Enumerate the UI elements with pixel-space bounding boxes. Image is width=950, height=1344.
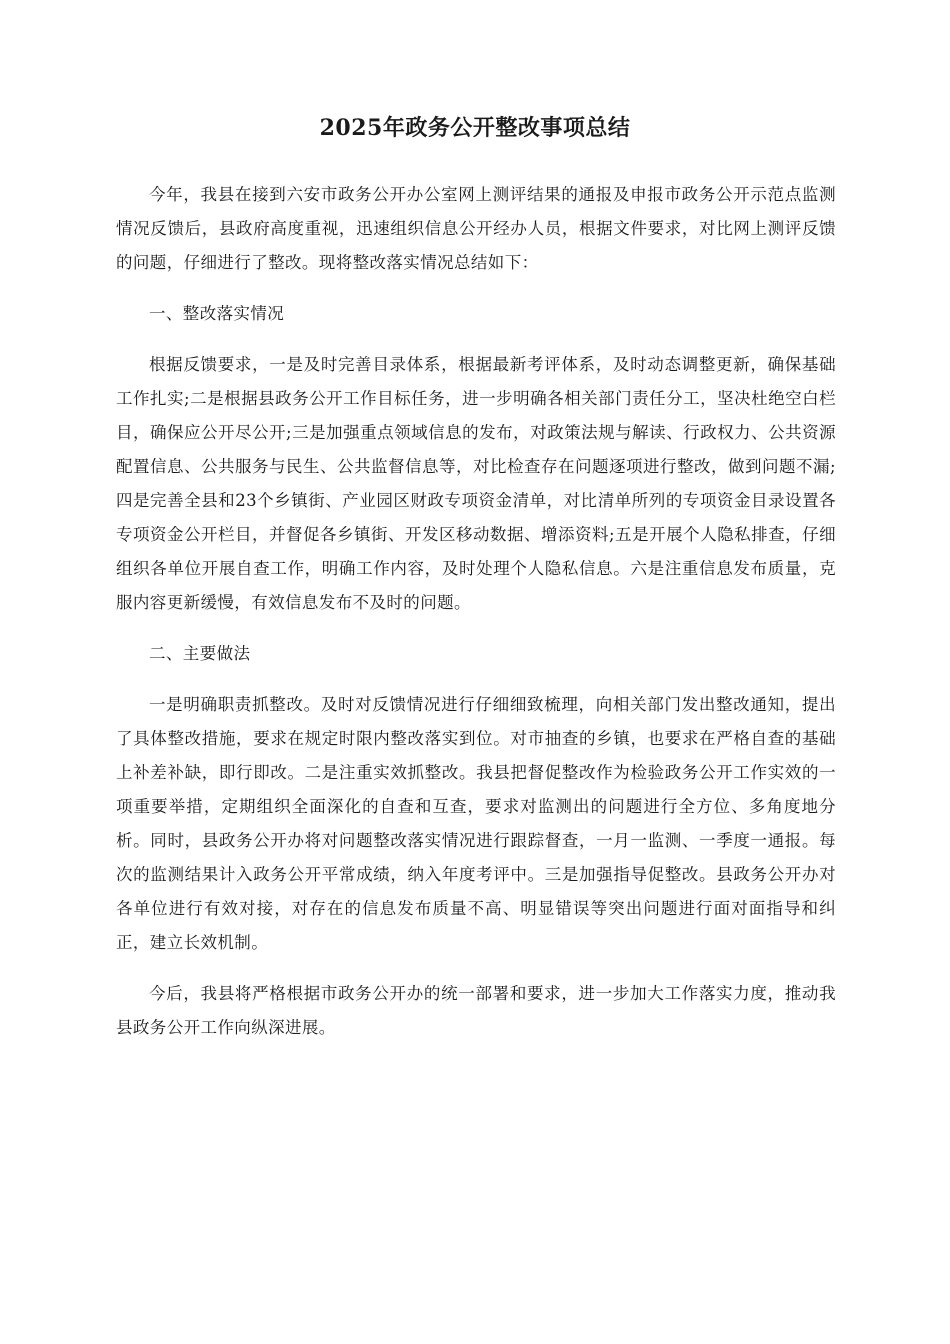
section-heading-implementation: 一、整改落实情况 bbox=[149, 304, 285, 323]
intro-paragraph: 今年，我县在接到六安市政务公开办公室网上测评结果的通报及申报市政务公开示范点监测情况反馈后，县政府高度重视，迅速组织信息公开经办人员，根据文件要求，对比网上测评反馈的问题，仔细进行了整改。现将整改落实情况总结如下： bbox=[116, 185, 836, 272]
document-body bbox=[116, 178, 836, 1062]
section-body-practices: 一是明确职责抓整改。及时对反馈情况进行仔细细致梳理，向相关部门发出整改通知，提出了具体整改措施，要求在规定时限内整改落实到位。对市抽查的乡镇，也要求在严格自查的基础上补差补缺，即行即改。二是注重实效抓整改。我县把督促整改作为检验政务公开工作实效的一项重要举措，定期组织全面深化的自查和互查，要求对监测出的问题进行全方位、多角度地分析。同时，县政务公开办将对问题整改落实情况进行跟踪督查，一月一监测、一季度一通报。每次的监测结果计入政务公开平常成绩，纳入年度考评中。三是加强指导促整改。县政务公开办对各单位进行有效对接，对存在的信息发布质量不高、明显错误等突出问题进行面对面指导和纠正，建立长效机制。 bbox=[116, 695, 836, 952]
document-title: 2025年政务公开整改事项总结 bbox=[319, 115, 631, 141]
section-body-implementation: 根据反馈要求，一是及时完善目录体系，根据最新考评体系，及时动态调整更新，确保基础工作扎实;二是根据县政务公开工作目标任务，进一步明确各相关部门责任分工，坚决杜绝空白栏目，确保应公开尽公开;三是加强重点领域信息的发布，对政策法规与解读、行政权力、公共资源配置信息、公共服务与民生、公共监督信息等，对比检查存在问题逐项进行整改，做到问题不漏;四是完善全县和23个乡镇街、产业园区财政专项资金清单，对比清单所列的专项资金目录设置各专项资金公开栏目，并督促各乡镇街、开发区移动数据、增添资料;五是开展个人隐私排查，仔细组织各单位开展自查工作，明确工作内容，及时处理个人隐私信息。六是注重信息发布质量，克服内容更新缓慢，有效信息发布不及时的问题。 bbox=[116, 355, 836, 612]
conclusion-paragraph: 今后，我县将严格根据市政务公开办的统一部署和要求，进一步加大工作落实力度，推动我县政务公开工作向纵深进展。 bbox=[116, 984, 836, 1037]
section-heading-practices: 二、主要做法 bbox=[149, 644, 251, 663]
